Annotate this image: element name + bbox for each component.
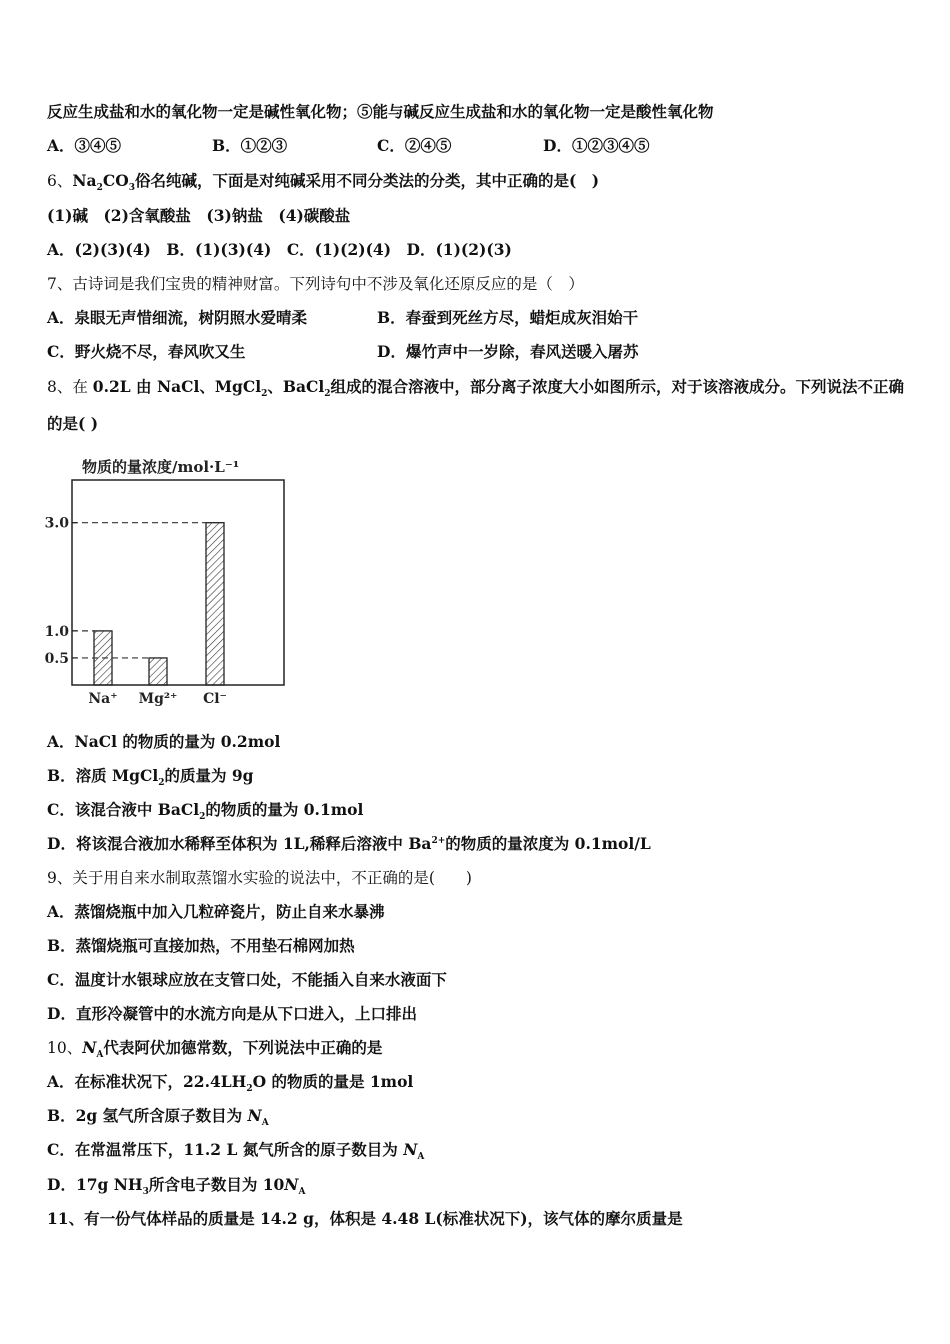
- question-9: 9、关于用自来水制取蒸馏水实验的说法中，不正确的是( ): [47, 869, 472, 887]
- q9-option-c[interactable]: C．温度计水银球应放在支管口处，不能插入自来水液面下: [47, 970, 447, 989]
- q8-option-a[interactable]: A．NaCl 的物质的量为 0.2mol: [47, 732, 281, 751]
- question-8: 8、在 0.2L 由 NaCl、MgCl$_2$、BaCl$_2$组成的混合溶液中，部分离子浓度大小如图所示，对于该溶液成分。下列说法不正确: [47, 377, 905, 400]
- q10-option-d[interactable]: D．17g $NH_3$所含电子数目为 $10N_A$: [47, 1175, 306, 1198]
- q7-options-row2: [47, 342, 907, 362]
- concentration-bar-chart: [42, 452, 292, 710]
- q5-options: [47, 136, 907, 156]
- q6-options[interactable]: A．(2)(3)(4) B．(1)(3)(4) C．(1)(2)(4) D．(1)(2)(3): [47, 240, 512, 259]
- q10-option-b[interactable]: B．2g 氢气所含原子数目为 $N_A$: [47, 1106, 269, 1129]
- option-a[interactable]: A．③④⑤: [47, 136, 122, 155]
- q9-option-a[interactable]: A．蒸馏烧瓶中加入几粒碎瓷片，防止自来水暴沸: [47, 902, 385, 921]
- option-b[interactable]: B．春蚕到死丝方尽，蜡炬成灰泪始干: [377, 308, 639, 327]
- x-tick-label: Cl⁻: [203, 691, 227, 707]
- question-6: 6、$Na_2CO_3$俗名纯碱，下面是对纯碱采用不同分类法的分类，其中正确的是( ): [47, 171, 600, 194]
- option-b[interactable]: B．①②③: [212, 136, 288, 155]
- q10-option-c[interactable]: C．在常温常压下，11.2 L 氮气所含的原子数目为 $N_A$: [47, 1140, 425, 1163]
- question-8-cont: 的是( ): [47, 414, 99, 433]
- q8-option-b[interactable]: B．溶质 MgCl$_2$的质量为 9g: [47, 766, 254, 789]
- q7-options-row1: [47, 308, 907, 328]
- option-c[interactable]: C．②④⑤: [377, 136, 452, 155]
- q10-option-a[interactable]: A．在标准状况下，$22.4LH_2O$ 的物质的量是 1mol: [47, 1072, 414, 1095]
- y-tick-label: 3.0: [44, 515, 69, 532]
- chart-title: 物质的量浓度/mol·L⁻¹: [82, 458, 240, 476]
- option-d[interactable]: D．①②③④⑤: [543, 136, 650, 155]
- option-c[interactable]: C．野火烧不尽，春风吹又生: [47, 342, 246, 361]
- q6-items: (1)碱 (2)含氧酸盐 (3)钠盐 (4)碳酸盐: [47, 206, 351, 225]
- question-7: 7、古诗词是我们宝贵的精神财富。下列诗句中不涉及氧化还原反应的是（ ）: [47, 275, 584, 293]
- q9-option-b[interactable]: B．蒸馏烧瓶可直接加热，不用垫石棉网加热: [47, 936, 355, 955]
- bar-1: [149, 658, 167, 685]
- y-tick-label: 0.5: [44, 650, 69, 667]
- q9-option-d[interactable]: D．直形冷凝管中的水流方向是从下口进入，上口排出: [47, 1004, 417, 1023]
- text-line: 反应生成盐和水的氧化物一定是碱性氧化物；⑤能与碱反应生成盐和水的氧化物一定是酸性氧化物: [47, 102, 714, 121]
- bar-2: [206, 523, 224, 685]
- q8-option-d[interactable]: D．将该混合液加水稀释至体积为 1L,稀释后溶液中 $Ba^{2+}$的物质的量浓度为 0.1mol/L: [47, 834, 651, 853]
- question-11: 11、有一份气体样品的质量是 14.2 g，体积是 4.48 L(标准状况下)，该气体的摩尔质量是: [47, 1209, 683, 1228]
- q8-option-c[interactable]: C．该混合液中 BaCl$_2$的物质的量为 0.1mol: [47, 800, 364, 823]
- option-a[interactable]: A．泉眼无声惜细流，树阴照水爱晴柔: [47, 308, 308, 327]
- x-tick-label: Mg²⁺: [138, 691, 178, 707]
- x-tick-label: Na⁺: [88, 691, 118, 707]
- y-tick-label: 1.0: [44, 623, 69, 640]
- option-d[interactable]: D．爆竹声中一岁除，春风送暖入屠苏: [377, 342, 639, 361]
- question-10: 10、$N_A$代表阿伏加德常数，下列说法中正确的是: [47, 1038, 383, 1061]
